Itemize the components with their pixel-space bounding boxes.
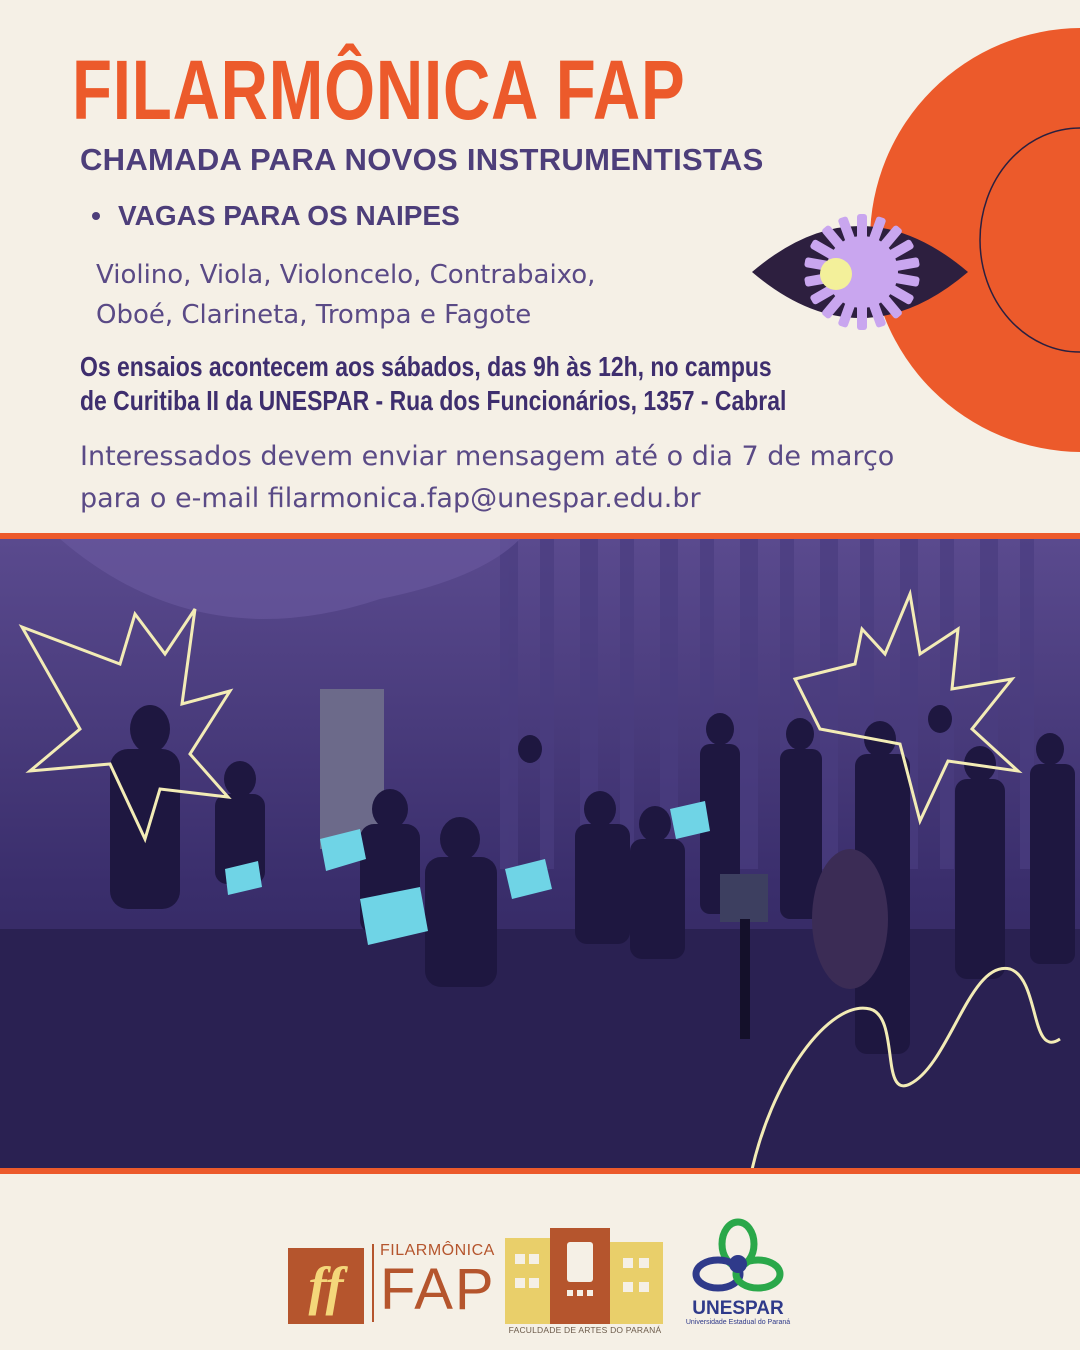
instruments-line: Violino, Viola, Violoncelo, Contrabaixo,	[96, 260, 596, 290]
instruments-list	[96, 255, 595, 335]
unespar-name: UNESPAR	[692, 1298, 784, 1319]
contact-info	[80, 436, 894, 520]
rehearsal-info	[80, 350, 786, 418]
filarmonica-logo-small: FILARMÔNICA	[380, 1242, 495, 1259]
page-subtitle: CHAMADA PARA NOVOS INSTRUMENTISTAS	[80, 142, 764, 177]
fap-caption: FACULDADE DE ARTES DO PARANÁ	[508, 1325, 662, 1335]
decorative-eye-graphic	[740, 0, 1080, 460]
contact-line: para o e-mail filarmonica.fap@unespar.edu.br	[80, 483, 701, 514]
openings-heading-label: VAGAS PARA OS NAIPES	[118, 200, 460, 231]
filarmonica-logo-big: FAP	[380, 1257, 496, 1322]
filarmonica-logo-mark: ff	[288, 1248, 364, 1324]
bullet-icon	[92, 212, 100, 220]
rehearsal-line: Os ensaios acontecem aos sábados, das 9h às 12h, no campus	[80, 351, 772, 382]
instruments-line: Oboé, Clarineta, Trompa e Fagote	[96, 300, 532, 330]
page-title: FILARMÔNICA FAP	[72, 43, 686, 137]
logo-divider	[372, 1244, 374, 1322]
openings-heading	[92, 200, 460, 232]
rehearsal-line: de Curitiba II da UNESPAR - Rua dos Funcionários, 1357 - Cabral	[80, 385, 787, 416]
orchestra-photo	[0, 533, 1080, 1174]
unespar-subtitle: Universidade Estadual do Paraná	[685, 1319, 791, 1326]
contact-line: Interessados devem enviar mensagem até o dia 7 de março	[80, 441, 895, 472]
unespar-emblem-icon	[692, 1218, 784, 1304]
orchestra-illustration	[0, 539, 1080, 1168]
fap-building-icon	[505, 1228, 663, 1326]
sponsor-logos	[0, 1212, 1080, 1342]
